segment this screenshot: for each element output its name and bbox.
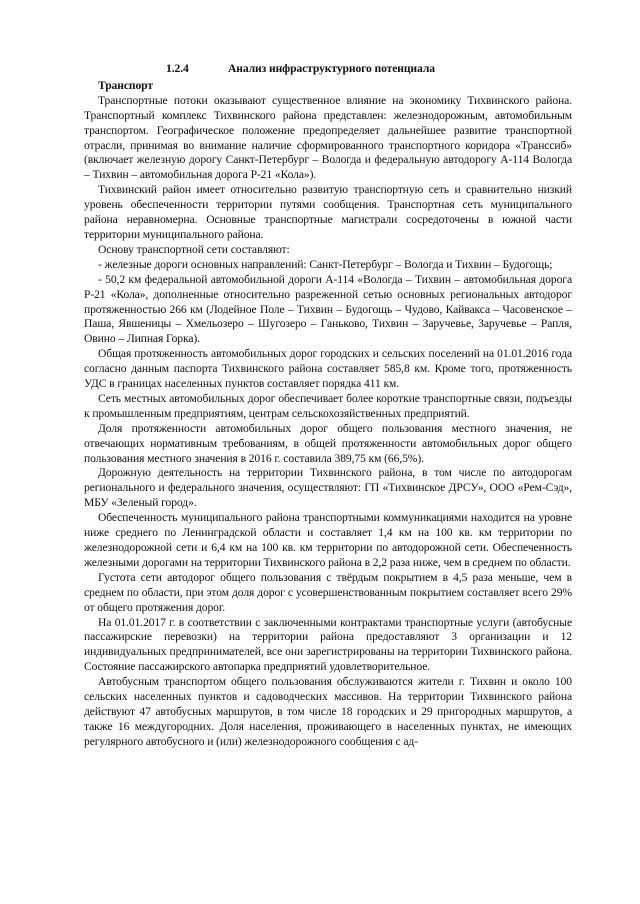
paragraph: Тихвинский район имеет относительно развитую транспортную сеть и сравнительно низкий уровень обеспеченности территории путями сообщения. Транспортная сеть муниципального района неравномерна. Основные транспортные магистрали сосредоточены в южной части территории муниципального района. xyxy=(84,183,572,241)
paragraph: Сеть местных автомобильных дорог обеспечивает более короткие транспортные связи, подъезды к промышленным предприятиям, центрам сельскохозяйственных предприятий. xyxy=(84,391,572,420)
paragraph: На 01.01.2017 г. в соответствии с заключенными контрактами транспортные услуги (автобусные пассажирские перевозки) на территории района предоставляют 3 организации и 12 индивидуальных предпринимателей, все они зарегистрированы на территории Тихвинского района. Состояние пассажирского автопарка предприятий удовлетворительное. xyxy=(84,615,572,674)
paragraph: Общая протяженность автомобильных дорог городских и сельских поселений на 01.01.2016 года согласно данным паспорта Тихвинского района составляет 585,8 км. Кроме того, протяженность УДС в границах населенных пунктов составляет порядка 411 км. xyxy=(84,347,572,391)
section-heading xyxy=(84,62,572,77)
list-item: - 50,2 км федеральной автомобильной дороги А-114 «Вологда – Тихвин – автомобильная дорога Р-21 «Кола», дополненные относительно разреженной сетью основных региональных автодорог протяженностью 266 км (Лодейное Поле – Тихвин – Будогощь – Чудово, Кайвакса – Часовенское – Паша, Явшеницы – Хмельозеро – Шугозеро – Ганьково, Тихвин – Заручевье, Заручевье – Рапля, Овино – Липная Горка). xyxy=(84,272,572,346)
paragraph: Транспортные потоки оказывают существенное влияние на экономику Тихвинского района. Транспортный комплекс Тихвинского района представлен: железнодорожным, автомобильным транспортом. Географическое положение предопределяет дальнейшее развитие транспортной отрасли, принимая во внимание наличие сформированного транспортного коридора «Транссиб» (включает железную дорогу Санкт-Петербург – Вологда и федеральную автодорогу А-114 Вологда – Тихвин – автомобильная дорога Р-21 «Кола»). xyxy=(84,93,572,182)
paragraph: Густота сети автодорог общего пользования с твёрдым покрытием в 4,5 раза меньше, чем в среднем по области, при этом доля дорог с усовершенствованным покрытием составляет всего 29% от общего протяжения дорог. xyxy=(84,570,572,614)
paragraph: Доля протяженности автомобильных дорог общего пользования местного значения, не отвечающих нормативным требованиям, в общей протяженности автомобильных дорог общего пользования местного значения в 2016 г. составила 389,75 км (66,5%). xyxy=(84,421,572,465)
paragraph: Обеспеченность муниципального района транспортными коммуникациями находится на уровне ниже среднего по Ленинградской области и составляет 1,4 км на 100 кв. км территории по железнодорожной сети и 6,4 км на 100 кв. км территории по автодорожной сети. Обеспеченность железными дорогами на территории Тихвинского района в 2,2 раза ниже, чем в среднем по области. xyxy=(84,511,572,569)
document-page xyxy=(84,62,572,750)
paragraph: Основу транспортной сети составляют: xyxy=(98,242,290,256)
section-title: Анализ инфраструктурного потенциала xyxy=(228,62,435,75)
paragraph: Автобусным транспортом общего пользования обслуживаются жители г. Тихвин и около 100 сельских населенных пунктов и садоводческих массивов. На территории Тихвинского района действуют 47 автобусных маршрутов, в том числе 18 городских и 29 пригородных маршрутов, а также 16 междугородних. Доля населения, проживающего в населенных пунктах, не имеющих регулярного автобусного и (или) железнодорожного сообщения с ад- xyxy=(84,675,572,748)
list-item: - железные дороги основных направлений: Санкт-Петербург – Вологда и Тихвин – Будогощь; xyxy=(98,257,553,271)
subsection-title: Транспорт xyxy=(98,78,153,92)
section-number: 1.2.4 xyxy=(166,62,189,75)
paragraph: Дорожную деятельность на территории Тихвинского района, в том числе по автодорогам регионального и федерального значения, осуществляют: ГП «Тихвинское ДРСУ», ООО «Рем-Сэд», МБУ «Зеленый город». xyxy=(84,466,572,510)
